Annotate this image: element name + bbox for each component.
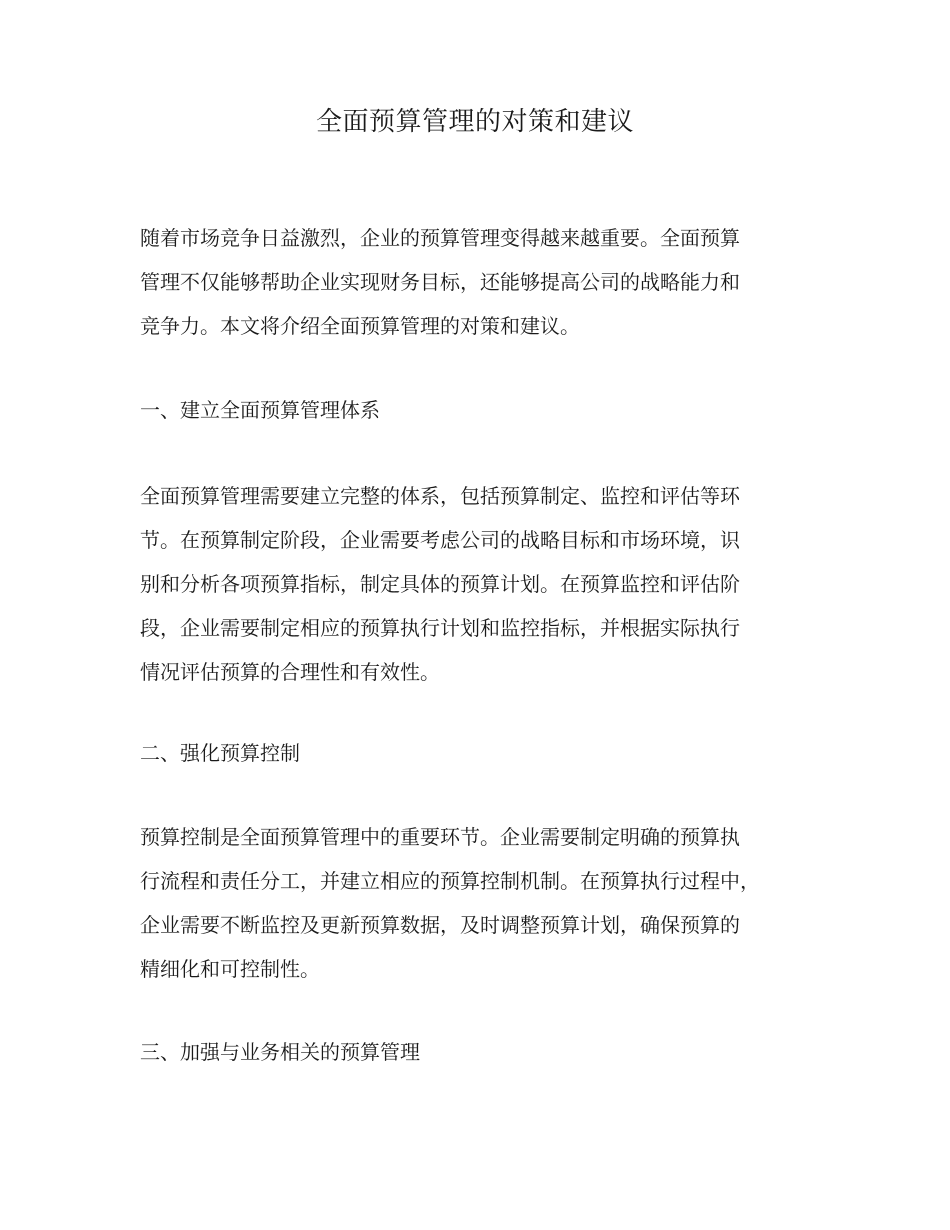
paragraph-line: 管理不仅能够帮助企业实现财务目标，还能够提高公司的战略能力和 <box>140 270 740 294</box>
section-paragraph-2 <box>140 815 840 991</box>
paragraph-line: 精细化和可控制性。 <box>140 957 320 981</box>
paragraph-line: 节。在预算制定阶段，企业需要考虑公司的战略目标和市场环境，识 <box>140 528 740 552</box>
section-paragraph-1 <box>140 474 840 694</box>
paragraph-line: 竞争力。本文将介绍全面预算管理的对策和建议。 <box>140 314 580 338</box>
paragraph-line: 随着市场竞争日益激烈，企业的预算管理变得越来越重要。全面预算 <box>140 226 740 250</box>
paragraph-line: 全面预算管理需要建立完整的体系，包括预算制定、监控和评估等环 <box>140 484 740 508</box>
paragraph-line: 情况评估预算的合理性和有效性。 <box>140 660 440 684</box>
section-heading-1: 一、建立全面预算管理体系 <box>140 398 380 422</box>
document-title: 全面预算管理的对策和建议 <box>315 107 634 137</box>
paragraph-line: 别和分析各项预算指标，制定具体的预算计划。在预算监控和评估阶 <box>140 572 740 596</box>
paragraph-line: 企业需要不断监控及更新预算数据，及时调整预算计划，确保预算的 <box>140 913 740 937</box>
paragraph-line: 行流程和责任分工，并建立相应的预算控制机制。在预算执行过程中， <box>140 869 760 893</box>
intro-paragraph <box>140 216 840 348</box>
section-heading-3: 三、加强与业务相关的预算管理 <box>140 1040 420 1064</box>
paragraph-line: 预算控制是全面预算管理中的重要环节。企业需要制定明确的预算执 <box>140 825 740 849</box>
section-heading-2: 二、强化预算控制 <box>140 741 300 765</box>
paragraph-line: 段，企业需要制定相应的预算执行计划和监控指标，并根据实际执行 <box>140 616 740 640</box>
